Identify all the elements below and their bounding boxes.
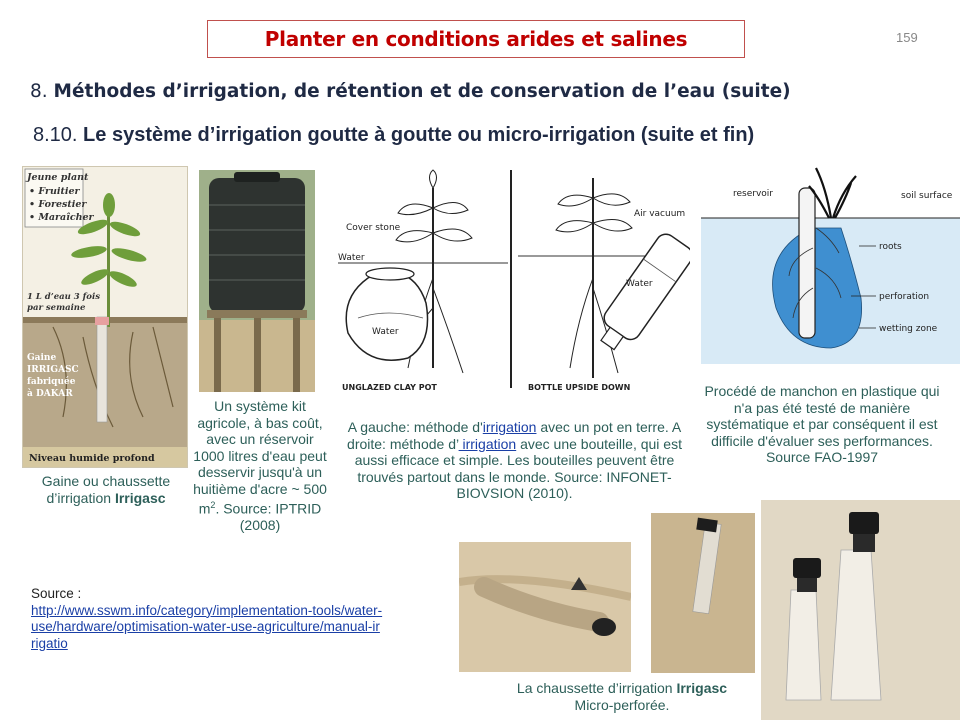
irrigasc-plant-drawing: [23, 167, 187, 467]
photos-caption-pre: La chaussette d’irrigation: [516, 680, 677, 696]
photos-caption-bold: Irrigasc: [676, 680, 728, 696]
label-jeune-plant: Jeune plant: [27, 172, 89, 183]
label-maraicher: • Maraîcher: [29, 212, 94, 223]
slide-title: Planter en conditions arides et salines: [264, 27, 688, 51]
section-title-810: Le système d’irrigation goutte à goutte ou micro-irrigation (suite et fin): [83, 124, 755, 146]
label-cover-stone: Cover stone: [346, 223, 401, 233]
section-number-8: 8.: [30, 81, 48, 102]
water-tank-caption-pre: Un système kit agricole, à bas coût, avec un réservoir 1000 litres d'eau peut desservir jusqu'à un huitième d'acre ~ 500 m: [193, 398, 327, 517]
irrigasc-caption-bold: Irrigasc: [114, 489, 166, 506]
label-niveau: Niveau humide profond: [29, 453, 155, 464]
label-bottle-upside-down: BOTTLE UPSIDE DOWN: [528, 383, 631, 392]
label-air-vacuum: Air vacuum: [634, 209, 686, 219]
section-heading-810: [33, 124, 754, 147]
label-roots: roots: [879, 242, 902, 252]
plastic-sleeve-caption: Procédé de manchon en plastique qui n'a pas été testé de manière systématique et par conséquent il est difficile d'évaluer ses performances. Source FAO-1997: [704, 383, 940, 465]
pot-bottle-caption-b: avec un pot en terre. A droite: méthode d’: [347, 419, 682, 452]
pot-bottle-drawing: [338, 168, 690, 402]
sock-with-cup-drawing: [761, 500, 960, 720]
irrigasc-caption: [18, 473, 194, 506]
sock-upright-photo: [651, 513, 755, 673]
pot-bottle-caption: [342, 419, 687, 502]
irrigasc-caption-line1: Gaine ou chaussette: [41, 473, 171, 489]
sock-with-cup-photo: [761, 500, 960, 720]
pot-bottle-caption-a: A gauche: méthode d': [347, 419, 483, 435]
label-reservoir: reservoir: [733, 189, 773, 199]
label-wetting-zone: wetting zone: [879, 324, 938, 334]
label-fruitier: • Fruitier: [29, 186, 80, 197]
irrigation-link-2[interactable]: irrigation: [458, 435, 517, 452]
sock-in-soil-photo: [459, 542, 631, 672]
irrigasc-caption-pre: d’irrigation: [46, 489, 115, 506]
plastic-sleeve-diagram: [701, 158, 960, 364]
irrigasc-plant-image: [22, 166, 188, 468]
source-url-link[interactable]: http://www.sswm.info/category/implementation-tools/water-use/hardware/optimisation-water-use-agriculture/manual-irrigatio: [31, 602, 383, 651]
plastic-sleeve-drawing: [701, 158, 960, 364]
page-number: 159: [896, 30, 918, 45]
section-heading-8: [30, 81, 791, 102]
photos-caption-line2: Micro-perforée.: [574, 696, 670, 713]
label-gaine-line4: à DAKAR: [27, 389, 73, 399]
label-eau-line2: par semaine: [27, 303, 86, 313]
label-eau-line1: 1 L d’eau 3 fois: [27, 292, 100, 302]
label-water-bottle: Water: [626, 279, 653, 289]
source-block: [31, 586, 383, 652]
label-perforation: perforation: [879, 292, 930, 302]
slide-title-box: [207, 20, 745, 58]
sock-in-soil-drawing: [459, 542, 631, 672]
water-tank-photo: [199, 170, 315, 392]
section-number-810: 8.10.: [33, 124, 78, 146]
label-soil-surface: soil surface: [901, 191, 953, 201]
label-gaine-line1: Gaine: [27, 353, 57, 363]
water-tank-caption-sup: 2: [210, 500, 216, 510]
pot-bottle-diagram: [338, 168, 690, 402]
section-title-8: Méthodes d’irrigation, de rétention et de conservation de l’eau (suite): [53, 81, 791, 102]
pot-bottle-caption-c: avec une bouteille, qui est aussi efficace et simple. Les bouteilles peuvent être trouvés partout dans le monde. Source: INFONET-BIOVSION (2010).: [354, 435, 682, 501]
label-gaine-line2: IRRIGASC: [27, 365, 79, 375]
label-forestier: • Forestier: [29, 199, 87, 210]
irrigation-link-1[interactable]: irrigation: [482, 419, 537, 435]
sock-upright-drawing: [651, 513, 755, 673]
water-tank-caption: [190, 398, 330, 534]
label-unglazed-clay-pot: UNGLAZED CLAY POT: [342, 383, 437, 392]
photos-caption: [480, 680, 764, 713]
water-tank-caption-post: . Source: IPTRID (2008): [215, 500, 322, 534]
label-water-pot: Water: [372, 327, 399, 337]
label-gaine-line3: fabriquée: [27, 377, 76, 387]
source-label: Source :: [31, 586, 82, 601]
label-water-left: Water: [338, 253, 365, 263]
water-tank-drawing: [199, 170, 315, 392]
